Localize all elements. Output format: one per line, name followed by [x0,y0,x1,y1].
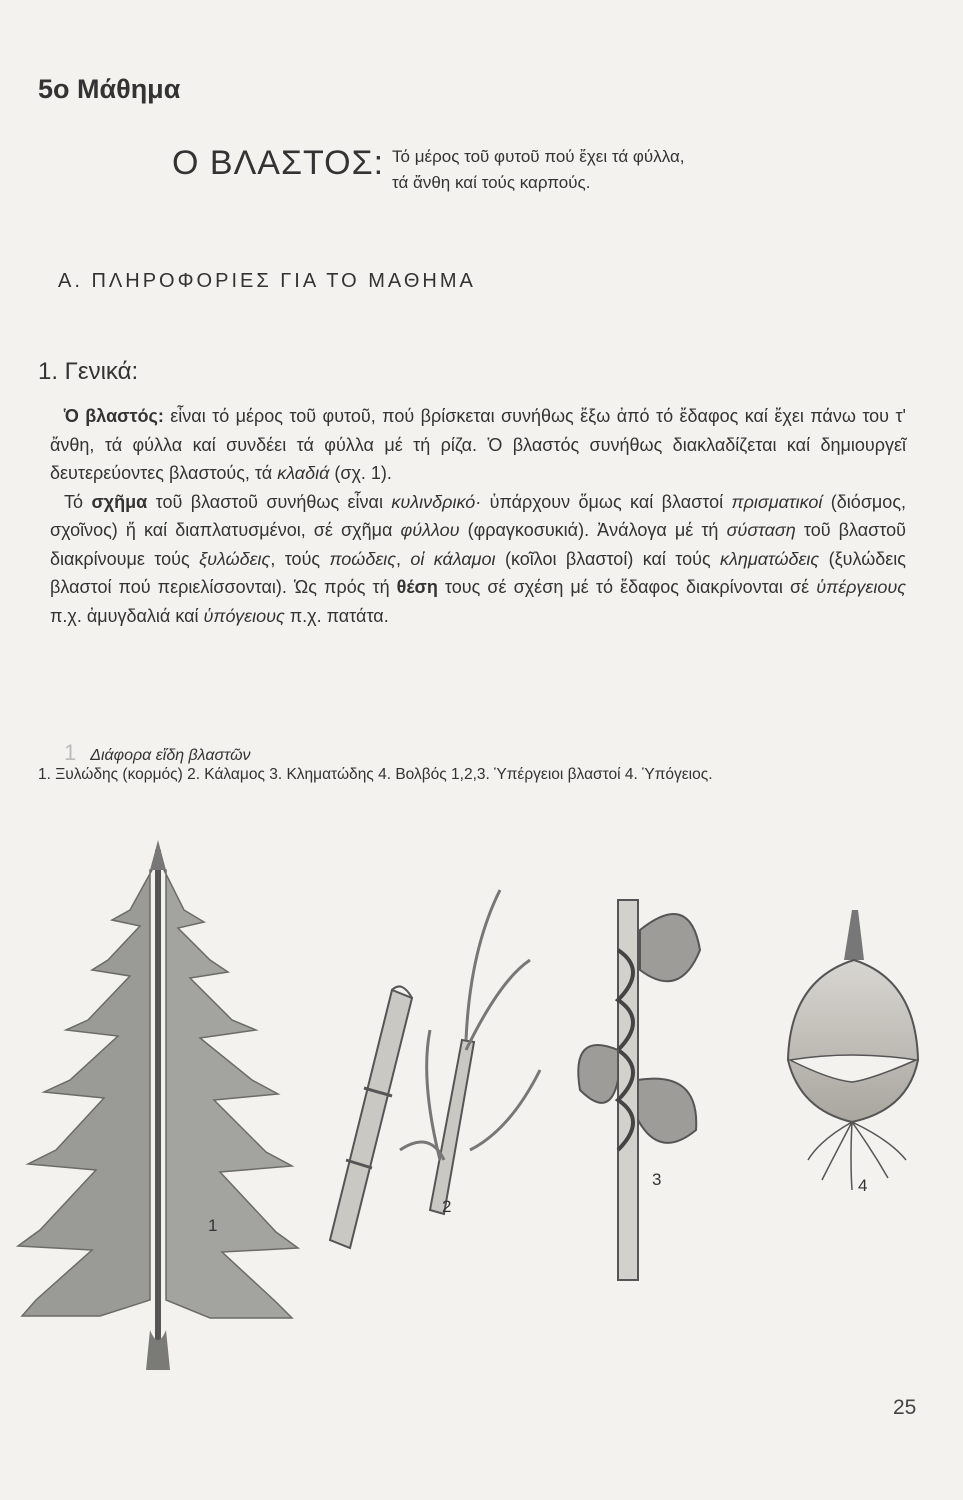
illustration-label-4: 4 [858,1176,868,1195]
stem-heading: Ο ΒΛΑΣΤΟΣ: [172,144,385,182]
illustrations-svg [0,830,963,1410]
page-number: 25 [893,1396,917,1419]
figure-caption: 1. Ξυλώδης (κορμός) 2. Κάλαμος 3. Κληματώδης 4. Βολβός 1,2,3. Ὑπέργειοι βλαστοί 4. Ὑπόγειος. [38,766,713,783]
paragraph-stem-shape: Τό σχῆμα τοῦ βλαστοῦ συνήθως εἶναι κυλινδρικό· ὑπάρχουν ὅμως καί βλαστοί πρισματικοί (διόσμος, σχοῖνος) ἤ καί διαπλατυσμένοι, σέ σχῆμα φύλλου (φραγκοσυκιά). Ἀνάλογα μέ τή σύσταση τοῦ βλαστοῦ διακρίνουμε τούς ξυλώδεις, τούς ποώδεις, οἱ κάλαμοι (κοῖλοι βλαστοί) καί τούς κληματώδεις (ξυλώδεις βλαστοί πού περιελίσσονται). Ὡς πρός τή θέση τους σέ σχέση μέ τό ἔδαφος διακρίνονται σέ ὑπέργειους π.χ. ἀμυγδαλιά καί ὑπόγειους π.χ. πατάτα. [50,491,906,626]
term-stem: Ὁ βλαστός: [64,406,164,426]
term-shape: σχῆμα [91,491,148,512]
fir-tree-illustration [18,840,298,1370]
figure-number: 1 [64,740,77,765]
illustration-label-3: 3 [652,1170,662,1189]
illustration-label-2: 2 [442,1197,452,1216]
figure-title [64,740,251,766]
illustration-label-1: 1 [208,1216,218,1235]
body-text [50,402,906,630]
climbing-stem-illustration [578,900,700,1280]
lesson-title: 5ο Μάθημα [38,74,181,104]
stem-definition [392,144,685,196]
bulb-illustration [788,910,918,1190]
section-heading: Α. ΠΛΗΡΟΦΟΡΙΕΣ ΓΙΑ ΤΟ ΜΑΘΗΜΑ [58,270,476,292]
reed-illustration [330,890,540,1248]
stem-illustrations [0,830,963,1410]
paragraph-stem-definition: Ὁ βλαστός: εἶναι τό μέρος τοῦ φυτοῦ, πού βρίσκεται συνήθως ἔξω ἀπό τό ἔδαφος καί ἔχει πάνω του τ' ἄνθη, τά φύλλα καί συνδέει τά φύλλα μέ τή ρίζα. Ὁ βλαστός συνήθως διακλαδίζεται καί δημιουργεῖ δευτερεύοντες βλαστούς, τά κλαδιά (σχ. 1). [50,406,906,483]
stem-definition-line2: τά ἄνθη καί τούς καρπούς. [392,173,591,192]
figure-title-text: Διάφορα εἴδη βλαστῶν [90,747,251,764]
stem-definition-line1: Τό μέρος τοῦ φυτοῦ πού ἔχει τά φύλλα, [392,147,685,166]
subsection-heading: 1. Γενικά: [38,358,139,385]
term-position: θέση [396,577,438,597]
